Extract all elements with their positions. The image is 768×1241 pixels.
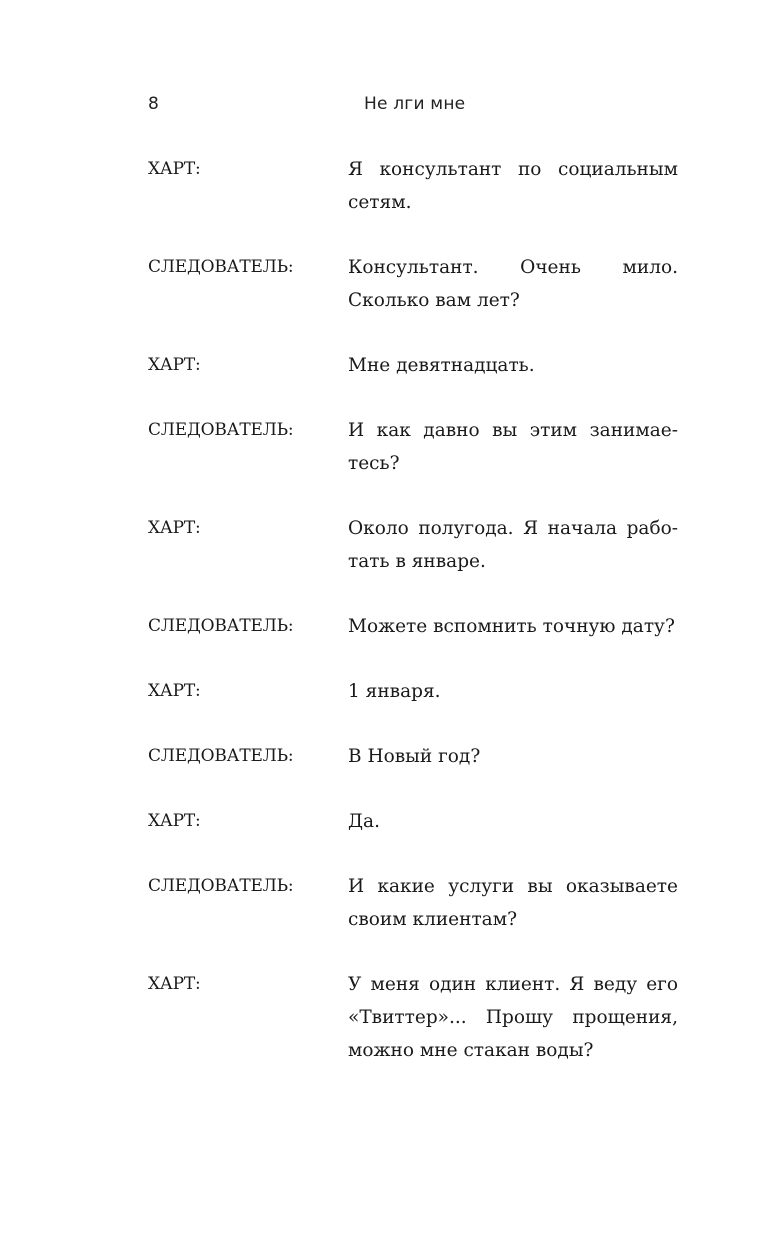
dialogue-line: Мне девятнадцать. xyxy=(348,355,535,376)
dialogue-line: Можете вспомнить точную дату? xyxy=(348,616,675,637)
dialogue-line: Я консультант по социальным сетям. xyxy=(348,159,678,213)
dialogue-entry xyxy=(148,414,678,480)
dialogue-line: И как давно вы этим занимаетесь? xyxy=(348,420,678,474)
speaker-label: ХАРТ: xyxy=(148,518,201,538)
dialogue-entry xyxy=(148,251,678,317)
dialogue-entry xyxy=(148,968,678,1067)
speaker-label: ХАРТ: xyxy=(148,974,201,994)
dialogue-entry xyxy=(148,610,678,643)
dialogue-entry xyxy=(148,740,678,773)
speaker-label: СЛЕДОВАТЕЛЬ: xyxy=(148,616,294,636)
dialogue-line: У меня один клиент. Я веду его «Твиттер»... Прошу прощения, можно мне стакан воды? xyxy=(348,974,678,1061)
speaker-label: СЛЕДОВАТЕЛЬ: xyxy=(148,257,294,277)
dialogue-entry xyxy=(148,153,678,219)
dialogue-line: В Новый год? xyxy=(348,746,481,767)
speaker-label: ХАРТ: xyxy=(148,681,201,701)
dialogue-line: 1 января. xyxy=(348,681,441,702)
dialogue-entry xyxy=(148,870,678,936)
speaker-label: ХАРТ: xyxy=(148,355,201,375)
page-number: 8 xyxy=(148,94,159,114)
speaker-label: СЛЕДОВАТЕЛЬ: xyxy=(148,420,294,440)
dialogue-line: Около полугода. Я начала работать в январе. xyxy=(348,518,678,572)
dialogue-entry xyxy=(148,349,678,382)
dialogue-line: И какие услуги вы оказываете своим клиентам? xyxy=(348,876,678,930)
dialogue-line: Консультант. Очень мило. Сколько вам лет? xyxy=(348,257,678,311)
speaker-label: СЛЕДОВАТЕЛЬ: xyxy=(148,876,294,896)
speaker-label: СЛЕДОВАТЕЛЬ: xyxy=(148,746,294,766)
speaker-label: ХАРТ: xyxy=(148,159,201,179)
dialogue-entry xyxy=(148,805,678,838)
dialogue-transcript xyxy=(148,153,678,1099)
running-title: Не лги мне xyxy=(364,94,466,114)
speaker-label: ХАРТ: xyxy=(148,811,201,831)
dialogue-line: Да. xyxy=(348,811,380,832)
dialogue-entry xyxy=(148,675,678,708)
page-header xyxy=(148,94,678,118)
dialogue-entry xyxy=(148,512,678,578)
